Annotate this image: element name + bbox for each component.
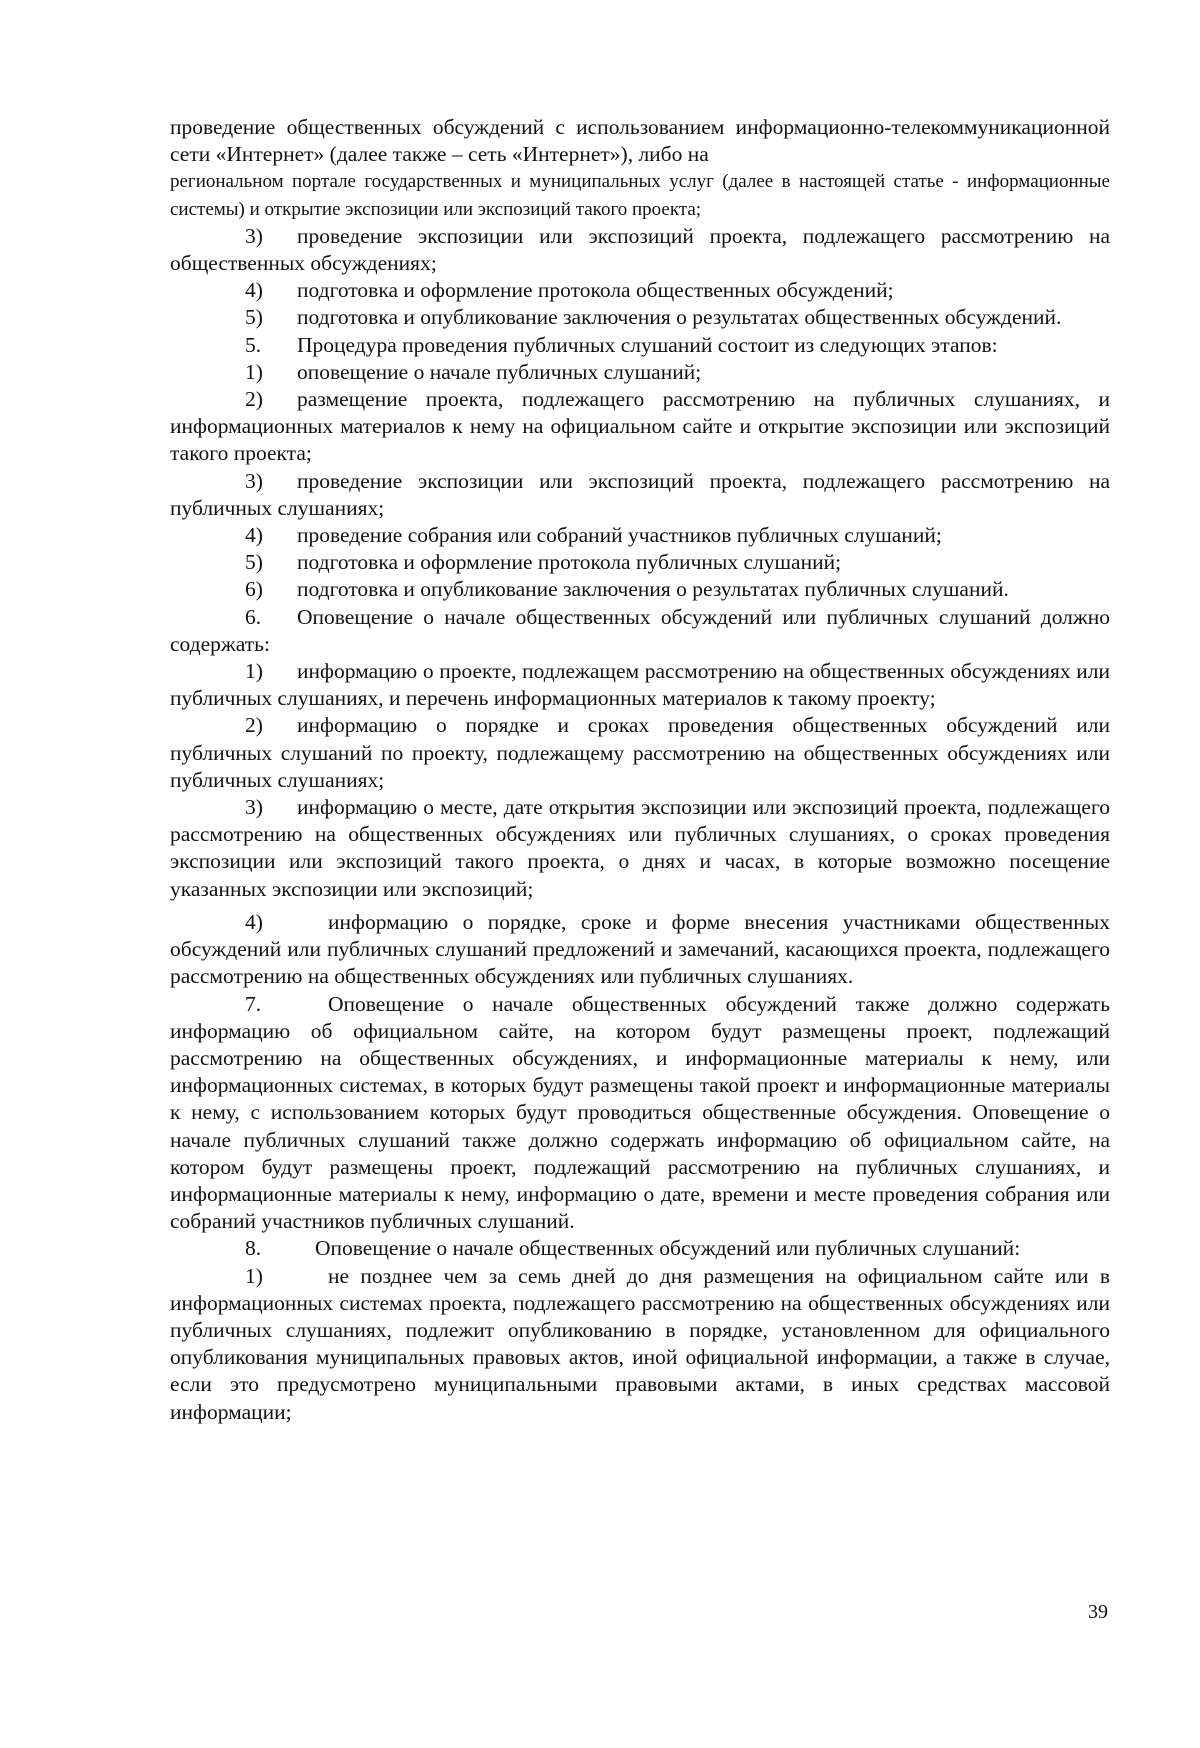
item-text: информацию о месте, дате открытия экспозиции или экспозиций проекта, подлежащего рассмотрению на общественных обсуждениях или публичных слушаниях, о сроках проведения экспозиции или экспозиций такого проекта, о днях и часах, в которые возможно посещение указанных экспозиции или экспозиций;	[170, 795, 1110, 901]
item-4-proposals	[170, 909, 1110, 991]
item-text: информацию о порядке, сроке и форме внесения участниками общественных обсуждений или публичных слушаний предложений и замечаний, касающихся проекта, подлежащего рассмотрению на общественных обсуждениях или публичных слушаниях.	[170, 909, 1110, 989]
item-text: информацию о порядке и сроках проведения общественных обсуждений или публичных слушаний по проекту, подлежащему рассмотрению на общественных обсуждениях или публичных слушаниях;	[170, 713, 1110, 792]
item-number: 1)	[245, 1263, 263, 1288]
item-number: 3)	[245, 223, 263, 248]
item-number: 5)	[245, 550, 263, 575]
item-3-exposition	[170, 223, 1110, 277]
item-number: 1)	[245, 659, 263, 684]
item-6-conclusion-hearings	[170, 576, 1110, 603]
clause-7-official-site	[170, 991, 1110, 1236]
item-4-meeting	[170, 522, 1110, 549]
item-2-order-terms	[170, 712, 1110, 794]
clause-text: Оповещение о начале общественных обсуждений или публичных слушаний должно содержать:	[170, 604, 1110, 656]
item-4-protocol	[170, 277, 1110, 304]
clause-6-notification-content	[170, 604, 1110, 658]
item-3-exposition-hearings	[170, 468, 1110, 522]
clause-text: Оповещение о начале общественных обсуждений также должно содержать информацию об официальном сайте, на котором будут размещены проект, подлежащий рассмотрению на общественных обсуждениях, и информационные материалы к нему, или информационных системах, в которых будут размещены такой проект и информационные материалы к нему, с использованием которых будут проводиться общественные обсуждения. Оповещение о начале публичных слушаний также должно содержать информацию об официальном сайте, на котором будут размещены проект, подлежащий рассмотрению на публичных слушаниях, и информационные материалы к нему, информацию о дате, времени и месте проведения собрания или собраний участников публичных слушаний.	[170, 991, 1110, 1234]
item-number: 3)	[245, 468, 263, 493]
clause-number: 5.	[245, 332, 262, 357]
item-2-placement	[170, 386, 1110, 468]
clause-8-notification	[170, 1235, 1110, 1262]
item-5-conclusion	[170, 304, 1110, 331]
item-number: 4)	[245, 278, 263, 303]
item-number: 1)	[245, 359, 263, 384]
item-text: информацию о проекте, подлежащем рассмотрению на общественных обсуждениях или публичных слушаниях, и перечень информационных материалов к такому проекту;	[170, 659, 1110, 711]
clause-number: 8.	[245, 1236, 262, 1261]
item-number: 2)	[245, 713, 263, 738]
item-number: 3)	[245, 795, 263, 820]
intro-paragraph-line2: региональном портале государственных и муниципальных услуг (далее в настоящей статье - информационные системы) и открытие экспозиции или экспозиций такого проекта;	[170, 171, 1110, 220]
item-text: проведение экспозиции или экспозиций проекта, подлежащего рассмотрению на публичных слушаниях;	[170, 468, 1110, 520]
document-page	[170, 114, 1110, 1426]
item-number: 4)	[245, 523, 263, 548]
item-text: подготовка и опубликование заключения о результатах публичных слушаний.	[297, 577, 1009, 602]
item-text: подготовка и оформление протокола общественных обсуждений;	[297, 278, 894, 303]
item-5-protocol-hearings	[170, 549, 1110, 576]
page-number: 39	[1088, 1601, 1108, 1623]
item-text: подготовка и опубликование заключения о результатах общественных обсуждений.	[297, 305, 1062, 330]
item-1-project-info	[170, 658, 1110, 712]
clause-number: 6.	[245, 604, 262, 629]
clause-text: Оповещение о начале общественных обсуждений или публичных слушаний:	[315, 1236, 1021, 1261]
item-text: проведение собрания или собраний участников публичных слушаний;	[297, 523, 942, 548]
item-3-place-date	[170, 794, 1110, 903]
clause-5-procedure	[170, 332, 1110, 359]
item-text: подготовка и оформление протокола публичных слушаний;	[297, 550, 842, 575]
item-number: 4)	[245, 909, 263, 934]
item-number: 6)	[245, 577, 263, 602]
item-text: не позднее чем за семь дней до дня размещения на официальном сайте или в информационных системах проекта, подлежащего рассмотрению на общественных обсуждениях или публичных слушаниях, подлежит опубликованию в порядке, установленном для официального опубликования муниципальных правовых актов, иной официальной информации, а также в случае, если это предусмотрено муниципальными правовыми актами, в иных средствах массовой информации;	[170, 1263, 1110, 1424]
item-1-notification	[170, 359, 1110, 386]
item-number: 2)	[245, 387, 263, 412]
item-text: оповещение о начале публичных слушаний;	[297, 359, 702, 384]
item-1-seven-days	[170, 1263, 1110, 1426]
clause-text: Процедура проведения публичных слушаний состоит из следующих этапов:	[297, 332, 998, 357]
intro-paragraph-line1: проведение общественных обсуждений с использованием информационно-телекоммуникационной сети «Интернет» (далее также – сеть «Интернет»), либо на	[170, 115, 1110, 167]
item-text: проведение экспозиции или экспозиций проекта, подлежащего рассмотрению на общественных обсуждениях;	[170, 223, 1110, 276]
item-text: размещение проекта, подлежащего рассмотрению на публичных слушаниях, и информационных материалов к нему на официальном сайте и открытие экспозиции или экспозиций такого проекта;	[170, 387, 1110, 466]
clause-number: 7.	[245, 991, 262, 1016]
item-number: 5)	[245, 305, 263, 330]
